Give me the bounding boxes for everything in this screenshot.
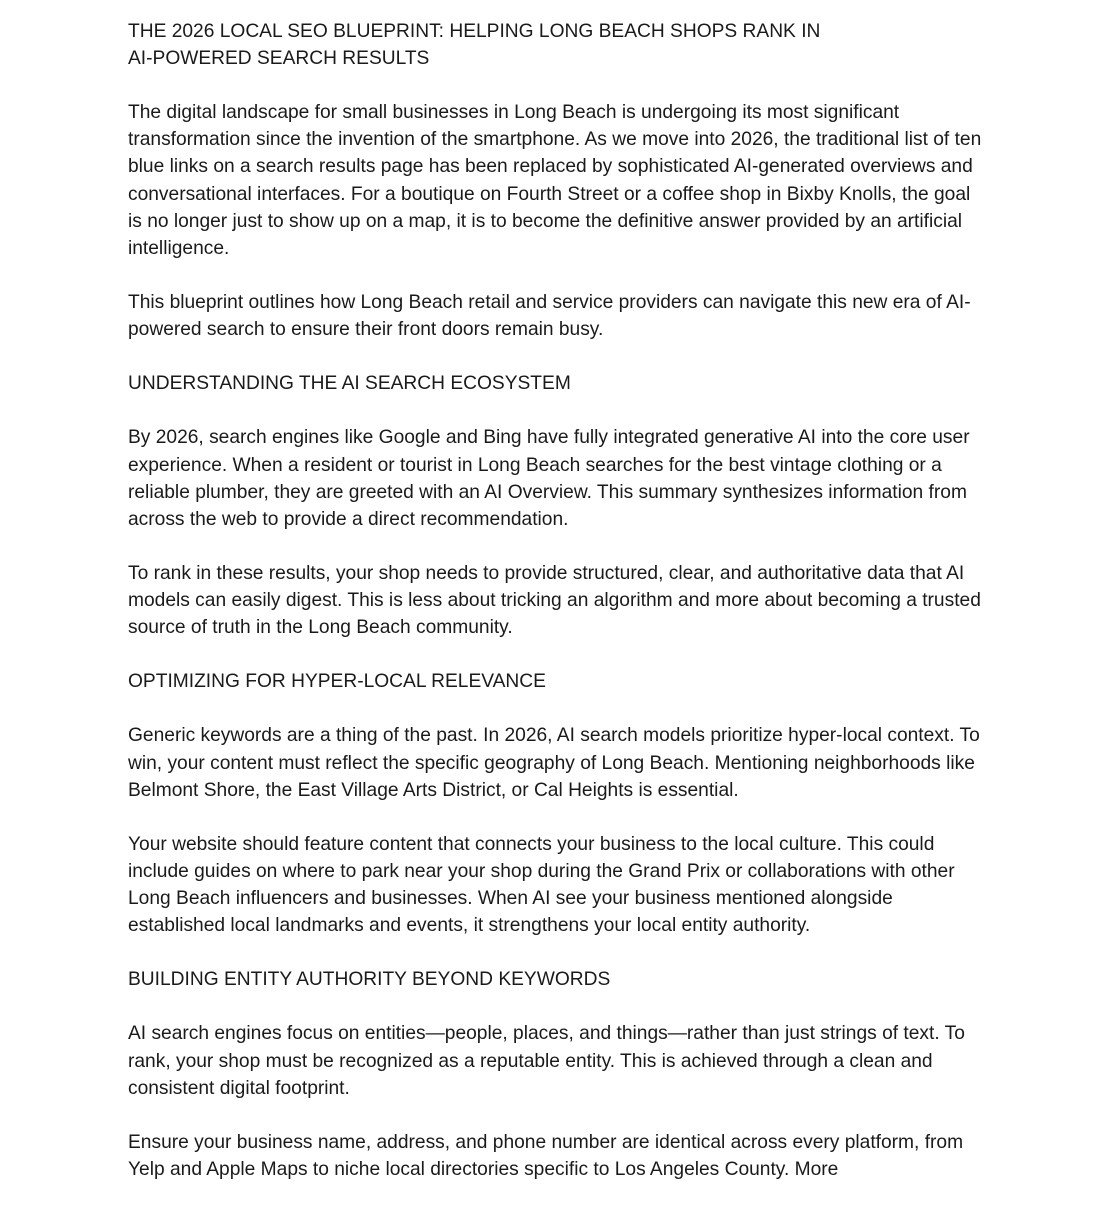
document-title: THE 2026 LOCAL SEO BLUEPRINT: HELPING LONG BEACH SHOPS RANK IN AI-POWERED SEARCH RESULTS [128, 21, 821, 70]
section-3-paragraph-2: Ensure your business name, address, and phone number are identical across every platform, from Yelp and Apple Maps to niche local directories specific to Los Angeles County. More [128, 1131, 964, 1180]
section-2-paragraph-1: Generic keywords are a thing of the past. In 2026, AI search models prioritize hyper-local context. To win, your content must reflect the specific geography of Long Beach. Mentioning neighborhoods like Belmont Shore, the East Village Arts District, or Cal Heights is essential. [128, 725, 980, 801]
section-3-paragraph-1: AI search engines focus on entities—people, places, and things—rather than just strings of text. To rank, your shop must be recognized as a reputable entity. This is achieved through a clean and consistent digital footprint. [128, 1023, 965, 1099]
document-page [128, 18, 988, 1210]
section-heading-hyper-local-relevance: OPTIMIZING FOR HYPER-LOCAL RELEVANCE [128, 671, 546, 693]
intro-paragraph-1: The digital landscape for small businesses in Long Beach is undergoing its most significant transformation since the invention of the smartphone. As we move into 2026, the traditional list of ten blue links on a search results page has been replaced by sophisticated AI-generated overviews and conversational interfaces. For a boutique on Fourth Street or a coffee shop in Bixby Knolls, the goal is no longer just to show up on a map, it is to become the definitive answer provided by an artificial intelligence. [128, 102, 982, 259]
section-1-paragraph-2: To rank in these results, your shop needs to provide structured, clear, and authoritative data that AI models can easily digest. This is less about tricking an algorithm and more about becoming a trusted source of truth in the Long Beach community. [128, 562, 981, 639]
intro-paragraph-2: This blueprint outlines how Long Beach retail and service providers can navigate this new era of AI-powered search to ensure their front doors remain busy. [128, 291, 971, 341]
section-1-paragraph-1: By 2026, search engines like Google and Bing have fully integrated generative AI into the core user experience. When a resident or tourist in Long Beach searches for the best vintage clothing or a reliable plumber, they are greeted with an AI Overview. This summary synthesizes information from across the web to provide a direct recommendation. [128, 427, 970, 530]
section-heading-ai-search-ecosystem: UNDERSTANDING THE AI SEARCH ECOSYSTEM [128, 373, 571, 395]
section-2-paragraph-2: Your website should feature content that connects your business to the local culture. This could include guides on where to park near your shop during the Grand Prix or collaborations with other Long Beach influencers and businesses. When AI see your business mentioned alongside established local landmarks and events, it strengthens your local entity authority. [128, 833, 955, 937]
section-heading-entity-authority: BUILDING ENTITY AUTHORITY BEYOND KEYWORDS [128, 969, 611, 991]
